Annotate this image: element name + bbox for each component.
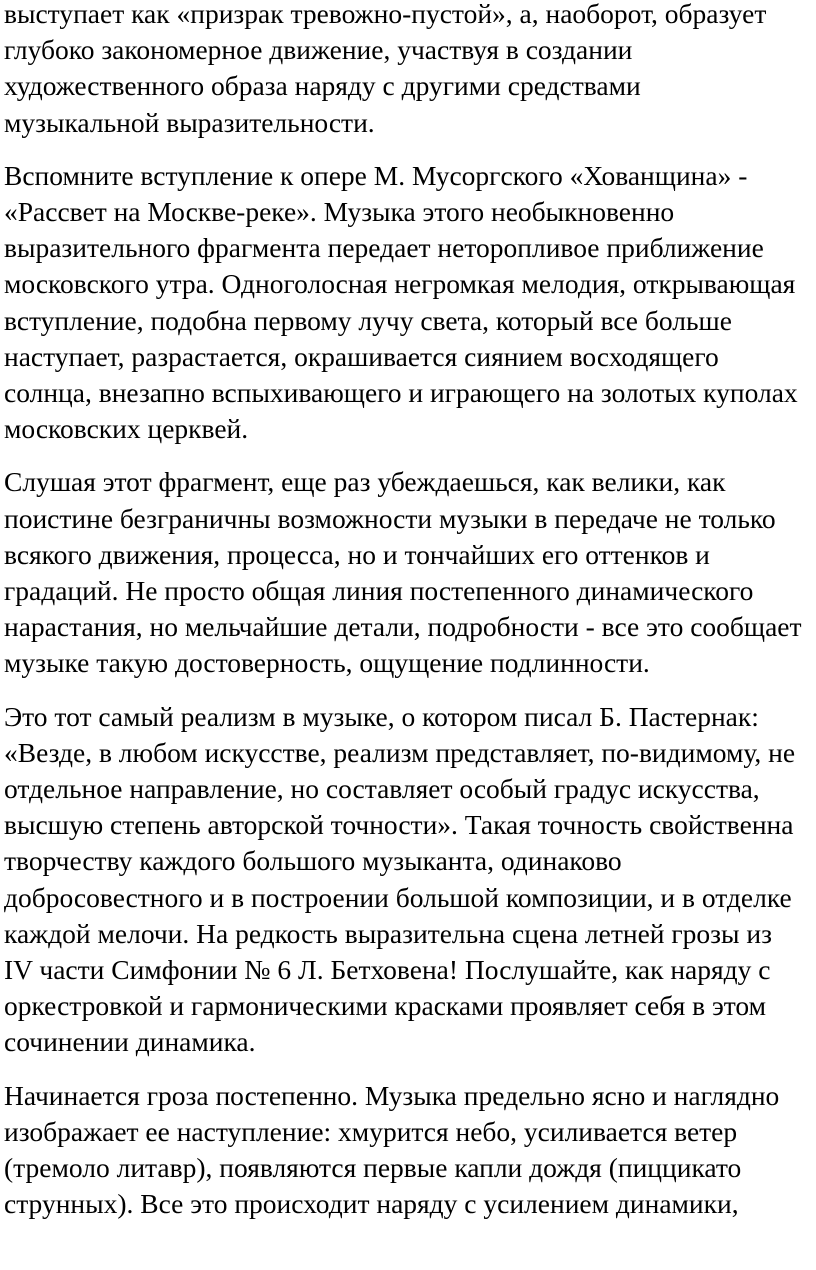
text-line: струнных). Все это происходит наряду с усилением динамики,	[4, 1188, 739, 1220]
text-line: творчеству каждого большого музыканта, одинаково	[4, 845, 622, 877]
text-line: высшую степень авторской точности». Такая точность свойственна	[4, 809, 794, 841]
text-line: музыкальной выразительности.	[4, 106, 375, 138]
text-line: Слушая этот фрагмент, еще раз убеждаешься, как велики, как	[4, 466, 726, 498]
paragraph-3	[4, 464, 812, 681]
text-line: солнца, внезапно вспыхивающего и играющего на золотых куполах	[4, 377, 798, 409]
text-line: IV части Симфонии № 6 Л. Бетховена! Послушайте, как наряду с	[4, 954, 771, 986]
text-line: Вспомните вступление к опере М. Мусоргского «Хованщина» -	[4, 159, 748, 191]
paragraph-5	[4, 1078, 812, 1223]
text-line: изображает ее наступление: хмурится небо, усиливается ветер	[4, 1115, 738, 1147]
text-line: добросовестного и в построении большой композиции, и в отделке	[4, 881, 792, 913]
text-line: глубоко закономерное движение, участвуя в создании	[4, 34, 633, 66]
text-line: наступает, разрастается, окрашивается сиянием восходящего	[4, 340, 719, 372]
text-line: московского утра. Одноголосная негромкая мелодия, открывающая	[4, 268, 796, 300]
paragraph-4	[4, 699, 812, 1061]
text-line: художественного образа наряду с другими средствами	[4, 70, 641, 102]
text-line: выразительного фрагмента передает неторопливое приближение	[4, 232, 764, 264]
text-line: оркестровкой и гармоническими красками проявляет себя в этом	[4, 990, 767, 1022]
text-line: выступает как «призрак тревожно-пустой», а, наоборот, образует	[4, 0, 767, 29]
text-line: (тремоло литавр), появляются первые капли дождя (пиццикато	[4, 1152, 742, 1184]
text-line: каждой мелочи. На редкость выразительна сцена летней грозы из	[4, 917, 772, 949]
text-line: градаций. Не просто общая линия постепенного динамического	[4, 575, 754, 607]
text-line: Это тот самый реализм в музыке, о котором писал Б. Пастернак:	[4, 700, 759, 732]
paragraph-1	[4, 0, 812, 141]
text-line: московских церквей.	[4, 413, 249, 445]
text-line: музыке такую достоверность, ощущение подлинности.	[4, 647, 650, 679]
text-line: нарастания, но мельчайшие детали, подробности - все это сообщает	[4, 611, 802, 643]
text-line: «Везде, в любом искусстве, реализм представляет, по-видимому, не	[4, 736, 796, 768]
text-line: «Рассвет на Москве-реке». Музыка этого необыкновенно	[4, 196, 675, 228]
text-line: вступление, подобна первому лучу света, который все больше	[4, 304, 732, 336]
text-line: всякого движения, процесса, но и тончайших его оттенков и	[4, 538, 710, 570]
document-body	[4, 0, 812, 1240]
text-line: Начинается гроза постепенно. Музыка предельно ясно и наглядно	[4, 1079, 780, 1111]
paragraph-2	[4, 158, 812, 448]
text-line: поистине безграничны возможности музыки в передаче не только	[4, 502, 776, 534]
text-line: сочинении динамика.	[4, 1026, 256, 1058]
text-line: отдельное направление, но составляет особый градус искусства,	[4, 773, 760, 805]
